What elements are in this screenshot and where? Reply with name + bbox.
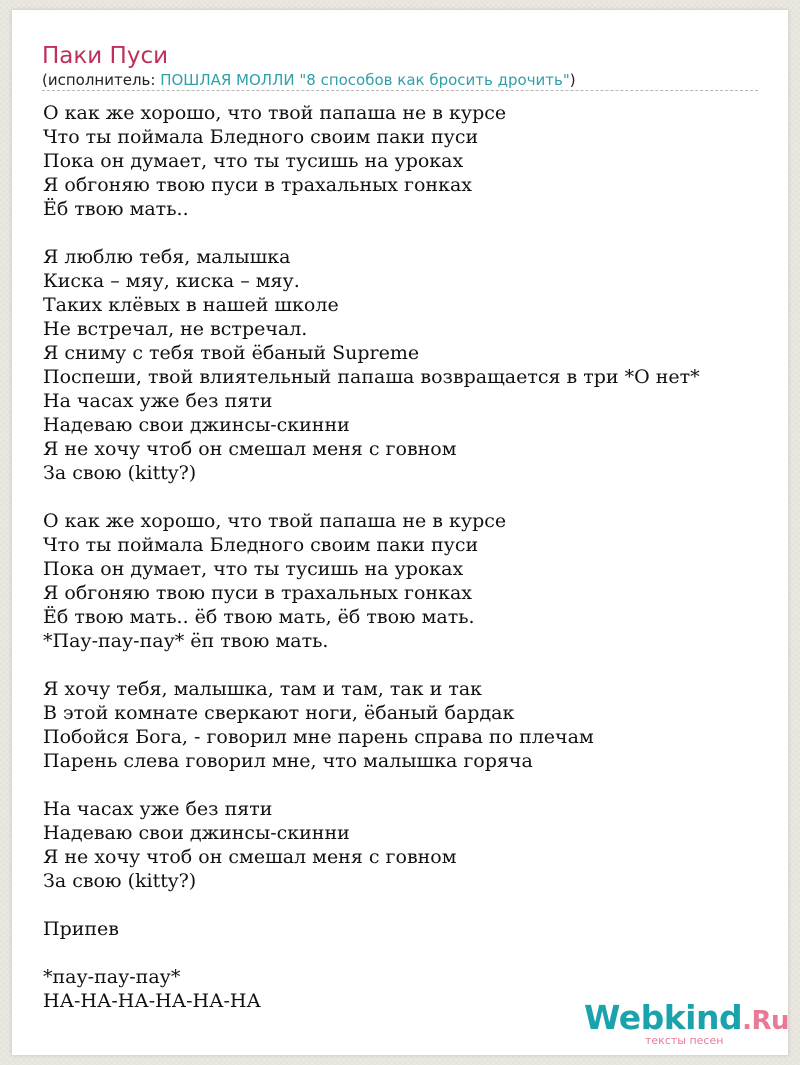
artist-prefix: (исполнитель:	[42, 71, 161, 89]
lyrics-text: О как же хорошо, что твой папаша не в курсе Что ты поймала Бледного своим паки пуси Пока он думает, что ты тусишь на уроках Я обгоняю твою пуси в трахальных гонках Ёб твою мать.. Я люблю тебя, малышка Киска – мяу, киска – мяу. Таких клёвых в нашей школе Не встречал, не встречал. Я сниму с тебя твой ёбаный Supreme Поспеши, твой влиятельный папаша возвращается в три *О нет* На часах уже без пяти Надеваю свои джинсы-скинни Я не хочу чтоб он смешал меня с говном За свою (kitty?) О как же хорошо, что твой папаша не в курсе Что ты поймала Бледного своим паки пуси Пока он думает, что ты тусишь на уроках Я обгоняю твою пуси в трахальных гонках Ёб твою мать.. ёб твою мать, ёб твою мать. *Пау-пау-пау* ёп твою мать. Я хочу тебя, малышка, там и там, так и так В этой комнате сверкают ноги, ёбаный бардак Побойся Бога, - говорил мне парень справа по плечам Парень слева говорил мне, что малышка горяча На часах уже без пяти Надеваю свои джинсы-скинни Я не хочу чтоб он смешал меня с говном За свою (kitty?) Припев *пау-пау-пау* НА-НА-НА-НА-НА-НА	[43, 102, 700, 1012]
title-divider	[42, 90, 758, 91]
site-logo	[584, 998, 790, 1050]
artist-line	[42, 70, 576, 90]
lyrics-card	[12, 10, 788, 1055]
artist-suffix: )	[569, 71, 576, 89]
logo-tld: .Ru	[742, 1006, 790, 1036]
logo-tagline: тексты песен	[645, 1034, 724, 1047]
artist-link[interactable]: ПОШЛАЯ МОЛЛИ "8 способов как бросить дрочить"	[160, 71, 570, 89]
logo-name: Webkind	[584, 998, 743, 1037]
song-title: Паки Пуси	[42, 43, 169, 69]
